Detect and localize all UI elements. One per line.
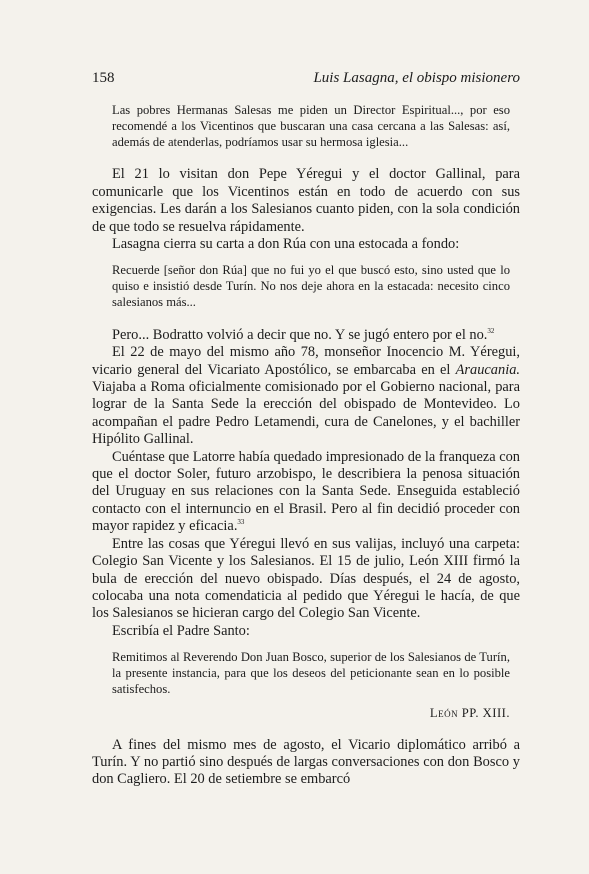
ship-name: Araucania. (455, 361, 520, 378)
paragraph-turin: A fines del mismo mes de agosto, el Vicario diplomático arribó a Turín. Y no partió sino después de largas conversaciones con don Bosco y don Cagliero. El 20 de setiembre se embarcó (92, 736, 520, 788)
papal-signature (92, 706, 510, 721)
signature-name: León (429, 705, 459, 720)
paragraph-latorre (92, 449, 520, 536)
block-quote-salesas: Las pobres Hermanas Salesas me piden un Director Espiritual..., por eso recomendé a los Vicentinos que buscaran una casa cercana a las Salesas: así, además de atenderlas, podríamos usar su hermosa iglesia... (112, 103, 510, 149)
page-header (92, 70, 520, 87)
paragraph-padre-santo: Escribía el Padre Santo: (112, 622, 250, 639)
paragraph-yeregui-trip-before: El 22 de mayo del mismo año 78, monseñor Inocencio M. Yéregui, vicario general del Vicariato Apostólico, se embarcaba en el (92, 344, 520, 378)
page-body (92, 103, 520, 789)
paragraph-bodratto (92, 327, 520, 344)
block-quote-rua: Recuerde [señor don Rúa] que no fui yo el que buscó esto, sino usted que lo quiso e insistió desde Turín. No nos deje ahora en la estacada: necesito cinco salesianos más... (112, 263, 510, 310)
paragraph-letter-intro: Lasagna cierra su carta a don Rúa con una estocada a fondo: (112, 236, 460, 253)
paragraph-valijas: Entre las cosas que Yéregui llevó en sus valijas, incluyó una carpeta: Colegio San Vicente y los Salesianos. El 15 de julio, León XIII firmó la bula de erección del nuevo obispado. Días después, el 24 de agosto, colocaba una nota comendaticia al pedido que Yéregui le hacía, de que los Salesianos se hicieran cargo del Colegio San Vicente. (92, 535, 520, 622)
paragraph-latorre-text: Cuéntase que Latorre había quedado impresionado de la franqueza con que el doctor Soler, futuro arzobispo, le describiera la penosa situación del Uruguay en sus relaciones con la Santa Sede. Enseguida estableció contacto con el internuncio en el Brasil. Pero al fin decidió proceder con mayor rapidez y eficacia. (92, 448, 520, 535)
page-number: 158 (92, 70, 115, 86)
paragraph-yeregui-trip-after: Viajaba a Roma oficialmente comisionado por el Gobierno nacional, para lograr de la Santa Sede la erección del obispado de Montevideo. Lo acompañan el padre Pedro Letamendi, cura de Canelones, y el bachiller Hipólito Gallinal. (92, 379, 520, 448)
block-quote-papal: Remitimos al Reverendo Don Juan Bosco, superior de los Salesianos de Turín, la presente instancia, para que los deseos del peticionante sean en lo posible satisfechos. (112, 650, 510, 696)
paragraph-bodratto-text: Pero... Bodratto volvió a decir que no. Y se jugó entero por el no. (112, 326, 488, 343)
footnote-ref-32: 32 (487, 327, 495, 336)
footnote-ref-33: 33 (237, 518, 245, 527)
signature-title: PP. XIII. (461, 705, 510, 720)
running-title: Luis Lasagna, el obispo misionero (313, 70, 520, 86)
paragraph-yeregui-trip (92, 344, 520, 448)
paragraph-visit: El 21 lo visitan don Pepe Yéregui y el doctor Gallinal, para comunicarle que los Vicentinos están en todo de acuerdo con sus exigencias. Les darán a los Salesianos cuanto piden, con la sola condición de que todo se resuelva rápidamente. (92, 166, 520, 235)
